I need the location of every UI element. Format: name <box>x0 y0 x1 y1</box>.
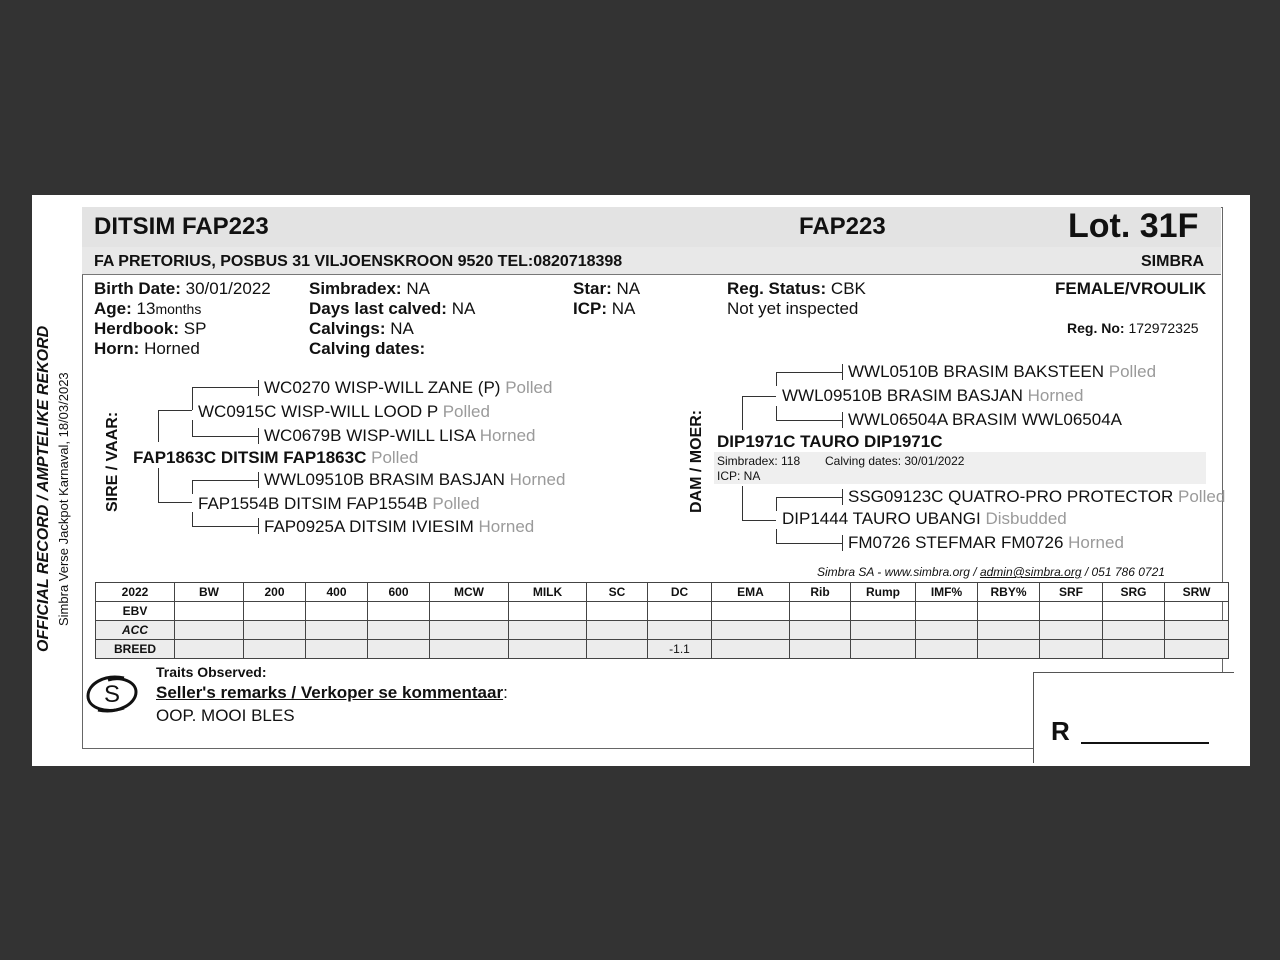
trait-header: DC <box>648 583 712 602</box>
trait-cell <box>1040 602 1103 621</box>
sire-label: SIRE / VAAR: <box>104 411 121 512</box>
trait-cell <box>1165 640 1229 659</box>
trait-cell <box>368 640 430 659</box>
trait-cell <box>712 640 790 659</box>
lot-number: Lot. 31F <box>1068 207 1199 245</box>
trait-cell <box>648 602 712 621</box>
trait-cell <box>244 640 306 659</box>
dam-label: DAM / MOER: <box>688 409 705 513</box>
trait-cell <box>851 602 916 621</box>
simbradex: Simbradex: NA <box>309 279 430 298</box>
dam-dam-dam: FM0726 STEFMAR FM0726 Horned <box>848 533 1124 552</box>
trait-cell <box>587 621 648 640</box>
trait-cell <box>306 602 368 621</box>
trait-header: 600 <box>368 583 430 602</box>
trait-row-label: ACC <box>96 621 175 640</box>
trait-cell <box>175 602 244 621</box>
sire-dam-sire: WWL09510B BRASIM BASJAN Horned <box>264 470 566 489</box>
contact-line: Simbra SA - www.simbra.org / admin@simbra.org / 051 786 0721 <box>817 565 1165 579</box>
trait-header: IMF% <box>916 583 978 602</box>
breed-label: SIMBRA <box>1141 253 1205 270</box>
trait-cell <box>368 602 430 621</box>
dam-sire-dam: WWL06504A BRASIM WWL06504A <box>848 410 1123 429</box>
official-record-label: OFFICIAL RECORD / AMPTELIKE REKORD <box>35 325 52 652</box>
trait-cell <box>790 640 851 659</box>
trait-header: 2022 <box>96 583 175 602</box>
trait-cell <box>430 640 509 659</box>
trait-header: 400 <box>306 583 368 602</box>
trait-cell <box>712 602 790 621</box>
trait-cell <box>1103 640 1165 659</box>
trait-header: Rump <box>851 583 916 602</box>
calvings: Calvings: NA <box>309 319 414 338</box>
animal-code: FAP223 <box>799 213 886 240</box>
trait-header: RBY% <box>978 583 1040 602</box>
trait-cell <box>851 621 916 640</box>
trait-cell <box>790 602 851 621</box>
star: Star: NA <box>573 279 641 298</box>
simbra-logo-icon <box>84 672 140 716</box>
trait-cell <box>916 602 978 621</box>
trait-cell <box>587 640 648 659</box>
remarks-title: Seller's remarks / Verkoper se kommentaar: <box>156 683 508 702</box>
email-link[interactable]: admin@simbra.org <box>979 565 1082 579</box>
trait-cell <box>1103 621 1165 640</box>
dam-sire-sire: WWL0510B BRASIM BAKSTEEN Polled <box>848 362 1157 381</box>
herdbook: Herdbook: SP <box>94 319 207 338</box>
inspection-status: Not yet inspected <box>727 299 859 318</box>
trait-cell <box>1103 602 1165 621</box>
trait-header: SRW <box>1165 583 1229 602</box>
trait-cell <box>175 640 244 659</box>
calving-dates: Calving dates: <box>309 339 426 358</box>
trait-header: BW <box>175 583 244 602</box>
trait-header: SRG <box>1103 583 1165 602</box>
trait-cell <box>978 640 1040 659</box>
trait-cell <box>712 621 790 640</box>
trait-cell <box>244 602 306 621</box>
trait-cell <box>175 621 244 640</box>
animal-name: DITSIM FAP223 <box>94 213 269 240</box>
reg-no: Reg. No: 172972325 <box>1067 320 1199 336</box>
trait-cell: -1.1 <box>648 640 712 659</box>
trait-cell <box>306 640 368 659</box>
dam-dam: DIP1444 TAURO UBANGI Disbudded <box>782 509 1067 528</box>
trait-cell <box>916 640 978 659</box>
remarks-text: OOP. MOOI BLES <box>156 706 295 725</box>
sale-subtitle: Simbra Verse Jackpot Karnaval, 18/03/2023 <box>56 372 71 626</box>
dam-dam-sire: SSG09123C QUATRO-PRO PROTECTOR Polled <box>848 487 1226 506</box>
trait-header: SRF <box>1040 583 1103 602</box>
trait-header: SC <box>587 583 648 602</box>
traits-observed-label: Traits Observed: <box>156 664 267 680</box>
birth-date: Birth Date: 30/01/2022 <box>94 279 271 298</box>
trait-cell <box>916 621 978 640</box>
trait-cell <box>790 621 851 640</box>
sire-sire-sire: WC0270 WISP-WILL ZANE (P) Polled <box>264 378 553 397</box>
trait-cell <box>648 621 712 640</box>
trait-row-label: EBV <box>96 602 175 621</box>
trait-row-label: BREED <box>96 640 175 659</box>
trait-cell <box>509 640 587 659</box>
traits-table <box>95 582 1229 659</box>
trait-cell <box>978 621 1040 640</box>
dam-icp: ICP: NA <box>717 469 761 483</box>
trait-cell <box>306 621 368 640</box>
dam-simbradex: Simbradex: 118 <box>717 454 801 468</box>
trait-header: Rib <box>790 583 851 602</box>
dam-calving-dates: Calving dates: 30/01/2022 <box>825 454 965 468</box>
trait-header: MILK <box>509 583 587 602</box>
sire: FAP1863C DITSIM FAP1863C Polled <box>133 448 419 467</box>
sire-sire-dam: WC0679B WISP-WILL LISA Horned <box>264 426 536 445</box>
dam-sire: WWL09510B BRASIM BASJAN Horned <box>782 386 1084 405</box>
trait-cell <box>430 602 509 621</box>
trait-cell <box>509 621 587 640</box>
sire-dam: FAP1554B DITSIM FAP1554B Polled <box>198 494 480 513</box>
trait-header: MCW <box>430 583 509 602</box>
icp: ICP: NA <box>573 299 636 318</box>
trait-cell <box>430 621 509 640</box>
trait-header: 200 <box>244 583 306 602</box>
sire-dam-dam: FAP0925A DITSIM IVIESIM Horned <box>264 517 535 536</box>
trait-cell <box>1165 621 1229 640</box>
trait-cell <box>1165 602 1229 621</box>
trait-cell <box>851 640 916 659</box>
owner-line: FA PRETORIUS, POSBUS 31 VILJOENSKROON 9520 TEL:0820718398 <box>94 253 623 270</box>
trait-cell <box>1040 640 1103 659</box>
price-label: R <box>1051 716 1070 746</box>
price-line[interactable] <box>1081 742 1209 744</box>
trait-header: EMA <box>712 583 790 602</box>
trait-cell <box>1040 621 1103 640</box>
trait-cell <box>587 602 648 621</box>
sex: FEMALE/VROULIK <box>1055 279 1207 298</box>
trait-cell <box>244 621 306 640</box>
trait-cell <box>368 621 430 640</box>
trait-cell <box>509 602 587 621</box>
trait-cell <box>978 602 1040 621</box>
reg-status: Reg. Status: CBK <box>727 279 866 298</box>
sire-sire: WC0915C WISP-WILL LOOD P Polled <box>198 402 490 421</box>
horn-status: Horn: Horned <box>94 339 200 358</box>
days-last-calved: Days last calved: NA <box>309 299 476 318</box>
dam: DIP1971C TAURO DIP1971C <box>717 432 943 451</box>
age: Age: 13months <box>94 299 202 318</box>
logo-letter: S <box>103 681 121 708</box>
